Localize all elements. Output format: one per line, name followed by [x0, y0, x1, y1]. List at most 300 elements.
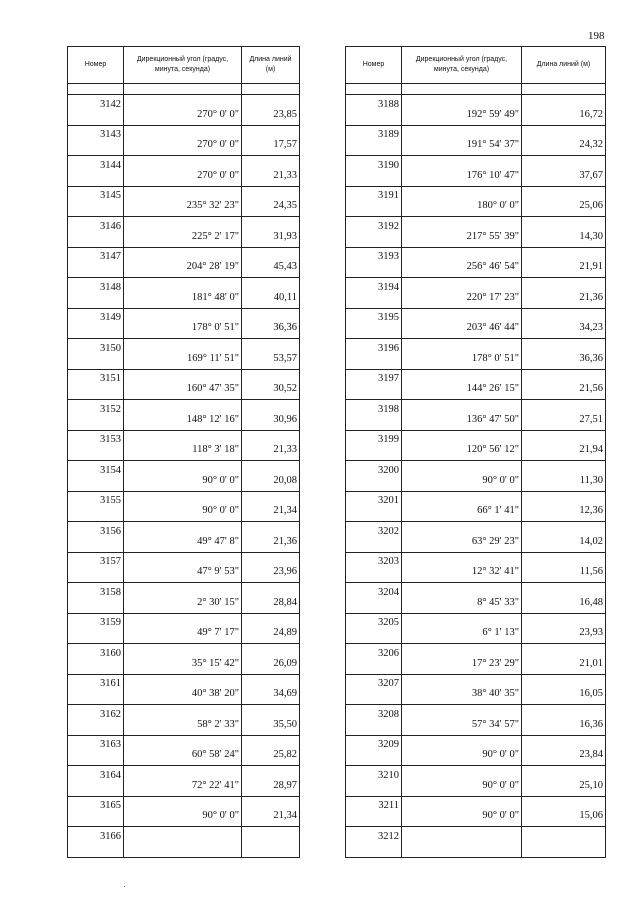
direction-angle-cell [124, 369, 242, 400]
table-row [68, 461, 300, 492]
direction-angle: 118° 3' 18" [192, 444, 239, 456]
line-length: 21,91 [579, 261, 603, 273]
point-number: 3203 [378, 556, 399, 568]
line-length: 28,97 [273, 779, 297, 791]
line-length: 36,36 [273, 322, 297, 334]
point-number-cell [68, 247, 124, 278]
direction-angle: 178° 0' 51" [471, 352, 519, 364]
direction-angle: 90° 0' 0" [202, 505, 239, 517]
line-length-cell [242, 125, 300, 156]
direction-angle-cell [402, 247, 522, 278]
direction-angle: 60° 58' 24" [191, 749, 239, 761]
direction-angle-cell [402, 95, 522, 126]
direction-angle-cell [124, 613, 242, 644]
line-length-cell [522, 95, 606, 126]
point-number: 3154 [100, 464, 121, 476]
point-number-cell [346, 796, 402, 827]
direction-angle-cell [124, 796, 242, 827]
direction-angle: 57° 34' 57" [471, 718, 519, 730]
point-number-cell [68, 796, 124, 827]
table-spacer-row [68, 84, 300, 95]
table-row [68, 125, 300, 156]
header-length: Длина линий (м) [522, 47, 606, 84]
table-row [346, 674, 606, 705]
point-number: 3153 [100, 434, 121, 446]
direction-angle-cell [402, 278, 522, 309]
table-row [68, 400, 300, 431]
line-length: 20,08 [273, 474, 297, 486]
point-number-cell [68, 125, 124, 156]
point-number: 3196 [378, 342, 399, 354]
line-length-cell [242, 369, 300, 400]
line-length: 16,48 [579, 596, 603, 608]
line-length: 23,96 [273, 566, 297, 578]
line-length: 53,57 [273, 352, 297, 364]
line-length: 11,56 [579, 566, 603, 578]
line-length-cell [522, 522, 606, 553]
point-number: 3197 [378, 373, 399, 385]
point-number: 3145 [100, 190, 121, 202]
direction-angle: 225° 2' 17" [191, 230, 239, 242]
line-length: 21,36 [579, 291, 603, 303]
line-length: 45,43 [273, 261, 297, 273]
direction-angle-cell [124, 217, 242, 248]
point-number: 3161 [100, 678, 121, 690]
direction-angle-cell [402, 430, 522, 461]
point-number-cell [68, 186, 124, 217]
line-length-cell [522, 430, 606, 461]
point-number-cell [68, 674, 124, 705]
direction-angle-cell [124, 430, 242, 461]
point-number-cell [68, 705, 124, 736]
line-length: 15,06 [579, 810, 603, 822]
direction-angle-cell [402, 827, 522, 858]
line-length: 28,84 [273, 596, 297, 608]
point-number: 3166 [100, 830, 121, 842]
direction-angle: 180° 0' 0" [477, 200, 519, 212]
direction-angle: 8° 45' 33" [477, 596, 519, 608]
table-row [68, 491, 300, 522]
line-length: 16,05 [579, 688, 603, 700]
spacer-cell [522, 84, 606, 95]
direction-angle-cell [124, 95, 242, 126]
direction-angle-cell [402, 796, 522, 827]
line-length-cell [522, 461, 606, 492]
table-row [346, 461, 606, 492]
line-length: 11,30 [579, 474, 603, 486]
point-number: 3142 [100, 98, 121, 110]
line-length: 21,34 [273, 810, 297, 822]
line-length: 34,69 [273, 688, 297, 700]
direction-angle-cell [124, 461, 242, 492]
point-number: 3195 [378, 312, 399, 324]
point-number: 3207 [378, 678, 399, 690]
direction-angle: 160° 47' 35" [186, 383, 239, 395]
direction-angle: 90° 0' 0" [482, 749, 519, 761]
header-number: Номер [68, 47, 124, 84]
line-length: 27,51 [579, 413, 603, 425]
point-number: 3200 [378, 464, 399, 476]
point-number-cell [346, 674, 402, 705]
line-length-cell [242, 522, 300, 553]
point-number-cell [68, 766, 124, 797]
line-length: 25,10 [579, 779, 603, 791]
scan-speck [124, 886, 125, 887]
point-number: 3150 [100, 342, 121, 354]
table-row [346, 430, 606, 461]
point-number: 3160 [100, 647, 121, 659]
direction-angle: 169° 11' 51" [187, 352, 239, 364]
line-length-cell [522, 674, 606, 705]
spacer-cell [242, 84, 300, 95]
direction-angle: 256° 46' 54" [466, 261, 519, 273]
direction-angle: 203° 46' 44" [466, 322, 519, 334]
header-number: Номер [346, 47, 402, 84]
table-row [68, 552, 300, 583]
line-length-cell [242, 552, 300, 583]
table-row [346, 583, 606, 614]
point-number: 3144 [100, 159, 121, 171]
point-number-cell [68, 644, 124, 675]
line-length: 12,36 [579, 505, 603, 517]
line-length-cell [242, 400, 300, 431]
point-number-cell [346, 217, 402, 248]
line-length-cell [522, 217, 606, 248]
spacer-cell [68, 84, 124, 95]
direction-angle-cell [124, 583, 242, 614]
table-row [68, 735, 300, 766]
direction-angle: 49° 7' 17" [197, 627, 239, 639]
line-length-cell [522, 796, 606, 827]
table-row [68, 369, 300, 400]
point-number-cell [68, 95, 124, 126]
point-number: 3162 [100, 708, 121, 720]
direction-angle: 35° 15' 42" [191, 657, 239, 669]
direction-angle: 2° 30' 15" [197, 596, 239, 608]
line-length: 21,33 [273, 169, 297, 181]
direction-angle: 192° 59' 49" [466, 108, 519, 120]
direction-angle-cell [124, 644, 242, 675]
table-row [346, 613, 606, 644]
line-length: 16,72 [579, 108, 603, 120]
point-number-cell [346, 644, 402, 675]
direction-angle: 144° 26' 15" [466, 383, 519, 395]
point-number-cell [68, 308, 124, 339]
point-number-cell [346, 430, 402, 461]
line-length-cell [522, 308, 606, 339]
line-length-cell [522, 369, 606, 400]
direction-angle-cell [124, 278, 242, 309]
table-row [346, 766, 606, 797]
point-number-cell [68, 613, 124, 644]
direction-angle: 181° 48' 0" [191, 291, 239, 303]
point-number-cell [68, 278, 124, 309]
point-number: 3202 [378, 525, 399, 537]
table-row [68, 674, 300, 705]
table-row [346, 95, 606, 126]
line-length: 30,96 [273, 413, 297, 425]
direction-angle: 49° 47' 8" [197, 535, 239, 547]
line-length: 34,23 [579, 322, 603, 334]
point-number-cell [346, 156, 402, 187]
line-length-cell [522, 491, 606, 522]
line-length-cell [522, 125, 606, 156]
table-row [346, 796, 606, 827]
line-length: 21,34 [273, 505, 297, 517]
line-length-cell [522, 400, 606, 431]
line-length-cell [522, 583, 606, 614]
table-row [68, 308, 300, 339]
direction-angle-cell [124, 766, 242, 797]
line-length: 36,36 [579, 352, 603, 364]
table-row [346, 552, 606, 583]
point-number-cell [346, 461, 402, 492]
line-length-cell [522, 156, 606, 187]
point-number: 3208 [378, 708, 399, 720]
direction-angle: 191° 54' 37" [466, 139, 519, 151]
table-row [346, 522, 606, 553]
coordinates-table-left [67, 46, 300, 858]
line-length-cell [242, 491, 300, 522]
point-number-cell [68, 827, 124, 858]
direction-angle-cell [124, 156, 242, 187]
point-number: 3192 [378, 220, 399, 232]
spacer-cell [346, 84, 402, 95]
point-number-cell [346, 308, 402, 339]
point-number: 3199 [378, 434, 399, 446]
point-number-cell [346, 766, 402, 797]
line-length: 21,36 [273, 535, 297, 547]
line-length: 21,56 [579, 383, 603, 395]
direction-angle: 66° 1' 41" [477, 505, 519, 517]
direction-angle: 38° 40' 35" [471, 688, 519, 700]
point-number-cell [346, 705, 402, 736]
point-number: 3206 [378, 647, 399, 659]
direction-angle: 90° 0' 0" [202, 474, 239, 486]
point-number-cell [346, 583, 402, 614]
point-number: 3165 [100, 800, 121, 812]
line-length-cell [242, 156, 300, 187]
direction-angle-cell [402, 522, 522, 553]
line-length-cell [242, 339, 300, 370]
direction-angle: 72° 22' 41" [191, 779, 239, 791]
table-row [68, 339, 300, 370]
line-length-cell [242, 217, 300, 248]
table-row [346, 491, 606, 522]
direction-angle: 63° 29' 23" [471, 535, 519, 547]
table-row [346, 156, 606, 187]
table-row [346, 827, 606, 858]
direction-angle-cell [124, 674, 242, 705]
line-length-cell [242, 247, 300, 278]
point-number: 3152 [100, 403, 121, 415]
line-length-cell [242, 705, 300, 736]
line-length: 24,89 [273, 627, 297, 639]
direction-angle: 58° 2' 33" [197, 718, 239, 730]
point-number-cell [346, 339, 402, 370]
header-angle: Дирекционный угол (градус, минута, секунда) [402, 47, 522, 84]
line-length-cell [242, 308, 300, 339]
line-length: 21,33 [273, 444, 297, 456]
line-length: 21,94 [579, 444, 603, 456]
table-row [68, 766, 300, 797]
point-number: 3205 [378, 617, 399, 629]
point-number-cell [346, 95, 402, 126]
table-row [346, 644, 606, 675]
point-number: 3210 [378, 769, 399, 781]
direction-angle-cell [402, 674, 522, 705]
table-row [346, 217, 606, 248]
point-number-cell [68, 461, 124, 492]
line-length-cell [242, 674, 300, 705]
table-row [346, 308, 606, 339]
point-number: 3212 [378, 830, 399, 842]
line-length-cell [522, 278, 606, 309]
line-length: 21,01 [579, 657, 603, 669]
line-length-cell [522, 552, 606, 583]
line-length-cell [242, 766, 300, 797]
table-row [68, 278, 300, 309]
point-number-cell [68, 156, 124, 187]
point-number-cell [68, 369, 124, 400]
point-number-cell [68, 339, 124, 370]
direction-angle-cell [402, 308, 522, 339]
direction-angle: 90° 0' 0" [482, 474, 519, 486]
line-length-cell [242, 95, 300, 126]
line-length-cell [522, 766, 606, 797]
point-number-cell [346, 522, 402, 553]
direction-angle: 176° 10' 47" [466, 169, 519, 181]
line-length: 40,11 [273, 291, 297, 303]
point-number: 3201 [378, 495, 399, 507]
table-row [68, 186, 300, 217]
line-length: 25,06 [579, 200, 603, 212]
point-number-cell [68, 735, 124, 766]
point-number: 3211 [378, 800, 399, 812]
table-row [68, 644, 300, 675]
coordinates-table-right [345, 46, 606, 858]
point-number: 3198 [378, 403, 399, 415]
line-length-cell [522, 186, 606, 217]
direction-angle-cell [124, 735, 242, 766]
point-number: 3147 [100, 251, 121, 263]
point-number-cell [68, 522, 124, 553]
point-number-cell [346, 186, 402, 217]
direction-angle-cell [402, 339, 522, 370]
direction-angle-cell [402, 613, 522, 644]
direction-angle: 47° 9' 53" [197, 566, 239, 578]
direction-angle-cell [402, 217, 522, 248]
table-row [346, 369, 606, 400]
point-number: 3151 [100, 373, 121, 385]
direction-angle-cell [402, 369, 522, 400]
direction-angle-cell [402, 766, 522, 797]
line-length-cell [242, 430, 300, 461]
point-number: 3146 [100, 220, 121, 232]
point-number-cell [346, 247, 402, 278]
direction-angle-cell [402, 644, 522, 675]
point-number-cell [346, 278, 402, 309]
point-number-cell [68, 552, 124, 583]
direction-angle-cell [124, 247, 242, 278]
direction-angle-cell [124, 522, 242, 553]
point-number: 3188 [378, 98, 399, 110]
point-number: 3143 [100, 129, 121, 141]
point-number: 3157 [100, 556, 121, 568]
header-length: Длина линий (м) [242, 47, 300, 84]
point-number-cell [68, 400, 124, 431]
direction-angle: 270° 0' 0" [197, 108, 239, 120]
direction-angle: 270° 0' 0" [197, 169, 239, 181]
direction-angle: 217° 55' 39" [466, 230, 519, 242]
direction-angle-cell [124, 339, 242, 370]
direction-angle-cell [402, 552, 522, 583]
table-row [68, 95, 300, 126]
point-number-cell [68, 217, 124, 248]
direction-angle-cell [124, 827, 242, 858]
point-number-cell [346, 369, 402, 400]
point-number: 3190 [378, 159, 399, 171]
direction-angle: 136° 47' 50" [466, 413, 519, 425]
direction-angle-cell [124, 125, 242, 156]
direction-angle: 235° 32' 23" [186, 200, 239, 212]
line-length: 24,32 [579, 139, 603, 151]
direction-angle-cell [402, 583, 522, 614]
table-row [346, 705, 606, 736]
header-angle: Дирекционный угол (градус, минута, секунда) [124, 47, 242, 84]
line-length: 35,50 [273, 718, 297, 730]
table-row [346, 186, 606, 217]
table-row [68, 430, 300, 461]
direction-angle-cell [402, 156, 522, 187]
line-length-cell [522, 613, 606, 644]
line-length: 17,57 [273, 139, 297, 151]
table-row [68, 705, 300, 736]
direction-angle: 178° 0' 51" [191, 322, 239, 334]
line-length-cell [242, 796, 300, 827]
point-number: 3163 [100, 739, 121, 751]
spacer-cell [124, 84, 242, 95]
line-length: 31,93 [273, 230, 297, 242]
line-length-cell [522, 247, 606, 278]
point-number: 3194 [378, 281, 399, 293]
direction-angle: 270° 0' 0" [197, 139, 239, 151]
line-length-cell [242, 644, 300, 675]
table-row [68, 613, 300, 644]
line-length-cell [242, 735, 300, 766]
line-length-cell [242, 613, 300, 644]
direction-angle-cell [124, 400, 242, 431]
point-number: 3191 [378, 190, 399, 202]
point-number: 3156 [100, 525, 121, 537]
direction-angle: 12° 32' 41" [471, 566, 519, 578]
direction-angle-cell [124, 491, 242, 522]
point-number-cell [346, 125, 402, 156]
line-length: 23,85 [273, 108, 297, 120]
direction-angle: 120° 56' 12" [466, 444, 519, 456]
table-row [68, 217, 300, 248]
direction-angle: 17° 23' 29" [471, 657, 519, 669]
table-row [346, 125, 606, 156]
point-number: 3193 [378, 251, 399, 263]
point-number: 3209 [378, 739, 399, 751]
table-row [68, 522, 300, 553]
point-number-cell [346, 827, 402, 858]
direction-angle: 90° 0' 0" [202, 810, 239, 822]
table-row [346, 735, 606, 766]
point-number-cell [346, 735, 402, 766]
table-row [346, 339, 606, 370]
